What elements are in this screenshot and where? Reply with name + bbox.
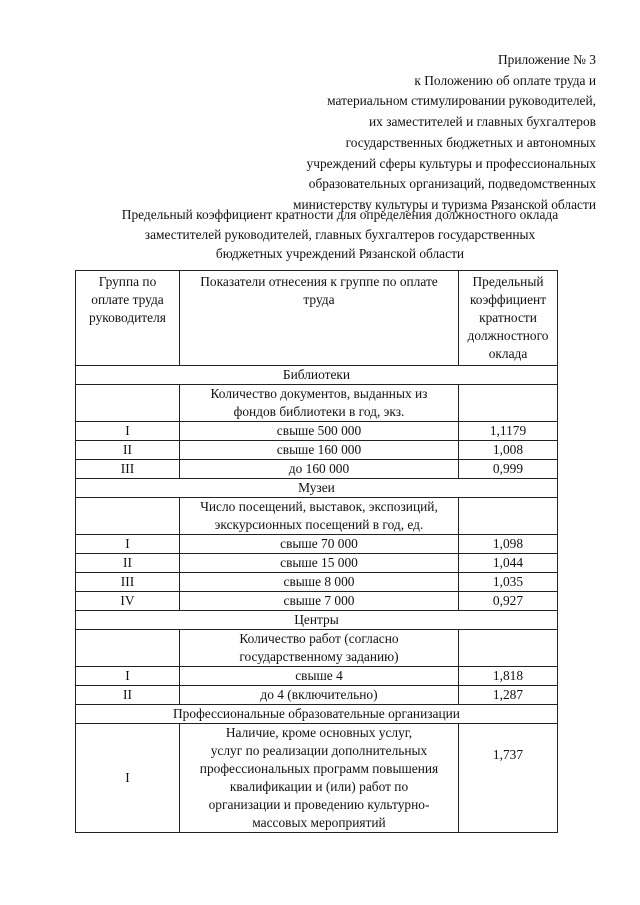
- section-row-museums: [76, 479, 558, 498]
- appendix-line: материальном стимулировании руководителей,: [327, 93, 596, 109]
- coef-cell: 1,035: [459, 573, 558, 592]
- coef-cell: 0,999: [459, 460, 558, 479]
- title-line: бюджетных учреждений Рязанской области: [215, 246, 465, 261]
- group-cell: I: [76, 724, 180, 833]
- appendix-line: их заместителей и главных бухгалтеров: [368, 114, 596, 130]
- criterion-cell: до 160 000: [180, 460, 459, 479]
- title-line: заместителей руководителей, главных бухгалтеров государственных: [144, 226, 536, 242]
- header-indicators: Показатели отнесения к группе по оплате труда: [180, 271, 459, 366]
- indicator-text: Число посещений, выставок, экспозиций, экскурсионных посещений в год, ед.: [180, 498, 459, 535]
- coef-cell: 1,737: [459, 724, 558, 833]
- section-title: Музеи: [76, 479, 558, 498]
- appendix-line: государственных бюджетных и автономных: [345, 134, 596, 150]
- criterion-cell: Наличие, кроме основных услуг, услуг по реализации дополнительных профессиональных программ повышения квалификации и (или) работ по организации и проведению культурно- массовых мероприятий: [180, 724, 459, 833]
- table-row: [76, 724, 558, 833]
- section-title: Библиотеки: [76, 366, 558, 385]
- criterion-cell: свыше 500 000: [180, 422, 459, 441]
- appendix-line: образовательных организаций, подведомственных: [308, 176, 596, 192]
- coef-cell: 1,287: [459, 686, 558, 705]
- title-line: Предельный коэффициент кратности для определения должностного оклада: [121, 207, 559, 222]
- coef-cell: 1,818: [459, 667, 558, 686]
- table-row: [76, 460, 558, 479]
- table-row: [76, 667, 558, 686]
- indicator-text: Количество документов, выданных из фондов библиотеки в год, экз.: [180, 385, 459, 422]
- table-row: [76, 535, 558, 554]
- section-row-prof-orgs: [76, 705, 558, 724]
- coef-cell: 1,1179: [459, 422, 558, 441]
- group-cell: I: [76, 667, 180, 686]
- group-cell: II: [76, 441, 180, 460]
- table-row: [76, 554, 558, 573]
- table-header-row: [76, 271, 558, 366]
- coef-cell: 1,008: [459, 441, 558, 460]
- appendix-line: учреждений сферы культуры и профессиональных: [306, 155, 596, 171]
- criterion-cell: свыше 7 000: [180, 592, 459, 611]
- coefficient-table: [75, 270, 558, 833]
- indicator-row: [76, 630, 558, 667]
- table-row: [76, 686, 558, 705]
- header-group: Группа по оплате труда руководителя: [76, 271, 180, 366]
- table-row: [76, 573, 558, 592]
- criterion-cell: свыше 8 000: [180, 573, 459, 592]
- criterion-cell: свыше 160 000: [180, 441, 459, 460]
- group-cell: II: [76, 554, 180, 573]
- coef-cell: 1,098: [459, 535, 558, 554]
- section-row-centers: [76, 611, 558, 630]
- appendix-line: Приложение № 3: [497, 52, 596, 67]
- table-row: [76, 422, 558, 441]
- criterion-cell: свыше 70 000: [180, 535, 459, 554]
- group-cell: II: [76, 686, 180, 705]
- table-row: [76, 592, 558, 611]
- indicator-row: [76, 385, 558, 422]
- group-cell: I: [76, 422, 180, 441]
- group-cell: III: [76, 460, 180, 479]
- section-row-libraries: [76, 366, 558, 385]
- coef-cell: 1,044: [459, 554, 558, 573]
- indicator-row: [76, 498, 558, 535]
- document-title: [60, 205, 620, 264]
- header-coefficient: Предельный коэффициент кратности должностного оклада: [459, 271, 558, 366]
- appendix-line: к Положению об оплате труда и: [414, 72, 596, 88]
- table-row: [76, 441, 558, 460]
- group-cell: IV: [76, 592, 180, 611]
- group-cell: III: [76, 573, 180, 592]
- section-title: Центры: [76, 611, 558, 630]
- section-title: Профессиональные образовательные организации: [76, 705, 558, 724]
- criterion-cell: свыше 15 000: [180, 554, 459, 573]
- group-cell: I: [76, 535, 180, 554]
- coef-cell: 0,927: [459, 592, 558, 611]
- indicator-text: Количество работ (согласно государственному заданию): [180, 630, 459, 667]
- criterion-cell: до 4 (включительно): [180, 686, 459, 705]
- appendix-line: министерству культуры и туризма Рязанской области: [293, 196, 596, 212]
- appendix-heading: [176, 50, 596, 216]
- criterion-cell: свыше 4: [180, 667, 459, 686]
